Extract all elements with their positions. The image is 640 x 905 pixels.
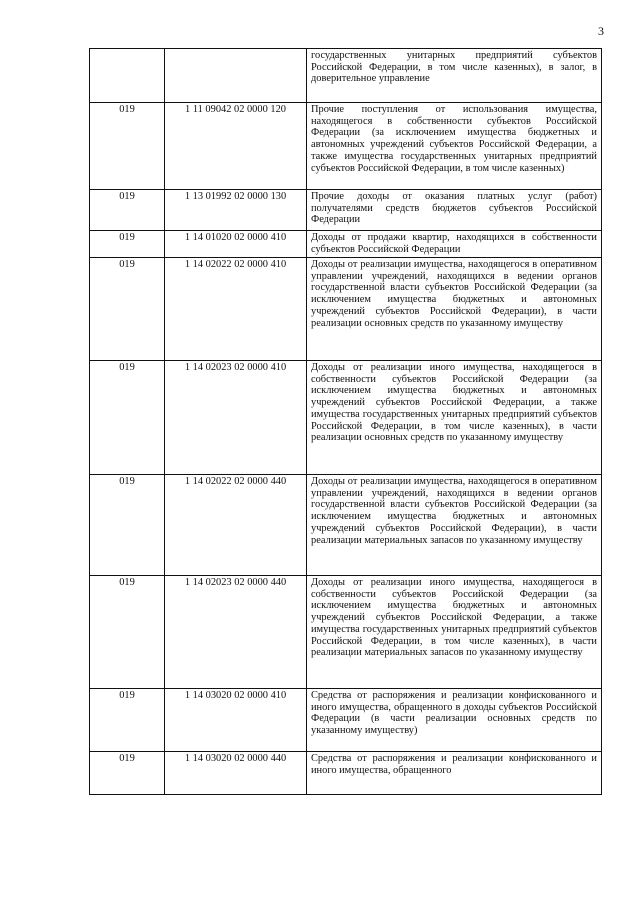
admin-code-cell: 019 bbox=[90, 689, 165, 752]
revenue-name-cell: Прочие доходы от оказания платных услуг (работ) получателями средств бюджетов субъектов Российской Федерации bbox=[307, 190, 602, 231]
revenue-name-cell: Средства от распоряжения и реализации конфискованного и иного имущества, обращенного в доходы субъектов Российской Федерации (в части реализации основных средств по указанному имуществу) bbox=[307, 689, 602, 752]
table-row bbox=[90, 361, 602, 475]
table-row bbox=[90, 258, 602, 361]
budget-code-cell bbox=[165, 49, 307, 103]
page-number: 3 bbox=[598, 24, 604, 38]
admin-code-cell: 019 bbox=[90, 103, 165, 190]
revenue-name-cell: Доходы от продажи квартир, находящихся в собственности субъектов Российской Федерации bbox=[307, 231, 602, 258]
budget-code-cell: 1 14 02022 02 0000 410 bbox=[165, 258, 307, 361]
table-row bbox=[90, 49, 602, 103]
budget-code-cell: 1 14 03020 02 0000 440 bbox=[165, 752, 307, 795]
table-row bbox=[90, 576, 602, 689]
revenue-name-cell: Доходы от реализации имущества, находящегося в оперативном управлении учреждений, находящихся в ведении органов государственной власти субъектов Российской Федерации (за исключением имущества бюджетных и автономных учреждений субъектов Российской Федерации), в части реализации основных средств по указанному имуществу bbox=[307, 258, 602, 361]
table-row bbox=[90, 190, 602, 231]
revenue-codes-table bbox=[89, 48, 602, 795]
admin-code-cell: 019 bbox=[90, 475, 165, 576]
admin-code-cell: 019 bbox=[90, 258, 165, 361]
table-row bbox=[90, 475, 602, 576]
table-row bbox=[90, 689, 602, 752]
budget-code-cell: 1 13 01992 02 0000 130 bbox=[165, 190, 307, 231]
table-row bbox=[90, 231, 602, 258]
budget-code-cell: 1 11 09042 02 0000 120 bbox=[165, 103, 307, 190]
budget-code-cell: 1 14 01020 02 0000 410 bbox=[165, 231, 307, 258]
revenue-name-cell: Средства от распоряжения и реализации конфискованного и иного имущества, обращенного bbox=[307, 752, 602, 795]
budget-code-cell: 1 14 03020 02 0000 410 bbox=[165, 689, 307, 752]
budget-code-cell: 1 14 02023 02 0000 440 bbox=[165, 576, 307, 689]
revenue-name-cell: Доходы от реализации имущества, находящегося в оперативном управлении учреждений, находящихся в ведении органов государственной власти субъектов Российской Федерации (за исключением имущества бюджетных и автономных учреждений субъектов Российской Федерации), в части реализации материальных запасов по указанному имуществу bbox=[307, 475, 602, 576]
admin-code-cell: 019 bbox=[90, 576, 165, 689]
admin-code-cell: 019 bbox=[90, 361, 165, 475]
admin-code-cell: 019 bbox=[90, 231, 165, 258]
revenue-name-cell: Прочие поступления от использования имущества, находящегося в собственности субъектов Российской Федерации (за исключением имущества бюджетных и автономных учреждений субъектов Российской Федерации, а также имущества государственных унитарных предприятий субъектов Российской Федерации, в том числе казенных) bbox=[307, 103, 602, 190]
admin-code-cell: 019 bbox=[90, 190, 165, 231]
revenue-name-cell: Доходы от реализации иного имущества, находящегося в собственности субъектов Российской Федерации (за исключением имущества бюджетных и автономных учреждений субъектов Российской Федерации, а также имущества государственных унитарных предприятий субъектов Российской Федерации, в том числе казенных), в части реализации материальных запасов по указанному имуществу bbox=[307, 576, 602, 689]
budget-code-cell: 1 14 02022 02 0000 440 bbox=[165, 475, 307, 576]
budget-code-cell: 1 14 02023 02 0000 410 bbox=[165, 361, 307, 475]
admin-code-cell: 019 bbox=[90, 752, 165, 795]
admin-code-cell bbox=[90, 49, 165, 103]
revenue-name-cell: Доходы от реализации иного имущества, находящегося в собственности субъектов Российской Федерации (за исключением имущества бюджетных и автономных учреждений субъектов Российской Федерации, а также имущества государственных унитарных предприятий субъектов Российской Федерации, в том числе казенных), в части реализации основных средств по указанному имуществу bbox=[307, 361, 602, 475]
revenue-name-cell: государственных унитарных предприятий субъектов Российской Федерации, в том числе казенных), в залог, в доверительное управление bbox=[307, 49, 602, 103]
table-row bbox=[90, 752, 602, 795]
table-row bbox=[90, 103, 602, 190]
